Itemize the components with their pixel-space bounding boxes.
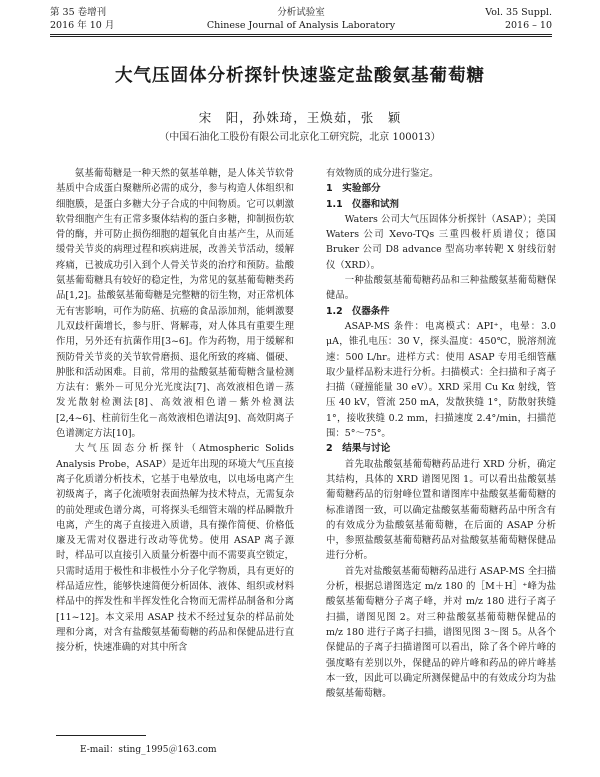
subsection-heading-conditions: 1.2 仪器条件 xyxy=(326,305,390,317)
ms-results-paragraph: 首先对盐酸氨基葡萄糖药品进行 ASAP-MS 全扫描分析，根据总谱图选定 m/z 180 的［M＋H］⁺峰为盐酸氨基葡萄糖分子离子峰，并对 m/z 180 进行子离子扫描，谱图见图 2。对三种盐酸氨基葡萄糖保健品的 m/z 180 进行子离子扫描，谱图见图 3～图 5。从各个保健品的子离子扫描谱图可以看出，除了各个碎片峰的强度略有差别以外，保健品的碎片峰和药品的碎片峰基本一致，因此可以确定所测保健品中的有效成分均为盐酸氨基葡萄糖。 xyxy=(326,565,556,700)
asap-intro-paragraph: 大气压固态分析探针（Atmospheric Solids Analysis Probe，ASAP）是近年出现的环境大气压直接离子化质谱分析技术，它基于电晕放电，以电场电离产生初级离子，离子化流喷射表面热解为技术特点，无需复杂的前处理或色谱分离，可将探头毛细管末端的样品瞬散升电离，产生的离子直接进入质谱，具有操作简便、价格低廉及无需对仪器进行改动等优势。使用 ASAP 离子源时，样品可以直接引入质量分析器中而不需要真空锁定，只需时适用于极性和非极性小分子化学物质，具有更好的样品适应性，能够快速简便分析固体、液体、组织或材料样品中的挥发性和半挥发性化合物而无需样品制备和分离[11~12]。本文采用 ASAP 技术不经过复杂的样品前处理和分离，对含有盐酸氨基葡萄糖的药品和保健品进行直接分析，快速准确的对其中所含 xyxy=(56,443,294,654)
header-date-line: 2016 年 10 月 xyxy=(50,20,115,31)
header-journal xyxy=(50,6,552,32)
header-vol-en xyxy=(485,6,552,32)
paper-title: 大气压固体分析探针快速鉴定盐酸氨基葡萄糖 xyxy=(115,66,485,86)
footnote-rule xyxy=(56,735,146,736)
paper-authors: 宋 阳，孙姝琦，王焕茹，张 颖 xyxy=(198,110,402,125)
header-rule-top xyxy=(50,34,552,35)
section-heading-experimental: 1 实验部分 xyxy=(326,183,381,195)
running-header xyxy=(50,6,552,36)
header-rule-bottom xyxy=(50,36,552,37)
instruments-paragraph: Waters 公司大气压固体分析探针（ASAP）；美国 Waters 公司 Xevo-TQs 三重四极杆质谱仪；德国 Bruker 公司 D8 advance 型高功率转靶 X 射线衍射仪（XRD）。 xyxy=(326,213,556,271)
header-date-en-line: 2016 – 10 xyxy=(504,20,552,31)
left-column xyxy=(56,166,294,656)
author-email: E-mail：sting_1995＠163.com xyxy=(80,745,217,755)
header-journal-en: Chinese Journal of Analysis Laboratory xyxy=(206,20,396,31)
header-vol-en-line: Vol. 35 Suppl. xyxy=(485,7,552,18)
samples-paragraph: 一种盐酸氨基葡萄糖药品和三种盐酸氨基葡萄糖保健品。 xyxy=(326,275,556,302)
header-journal-cn: 分析试验室 xyxy=(277,7,325,18)
right-column xyxy=(326,166,556,701)
paper-affiliation: （中国石油化工股份有限公司北京化工研究院，北京 100013） xyxy=(159,132,441,143)
header-volume-line: 第 35 卷增刊 xyxy=(50,7,107,18)
intro-continuation: 有效物质的成分进行鉴定。 xyxy=(326,168,439,179)
conditions-paragraph: ASAP-MS 条件：电离模式：API⁺，电晕：3.0 μA，锥孔电压：30 V，探头温度：450℃，脱溶剂流速：500 L/hr。进样方式：使用 ASAP 专用毛细管蘸取少量样品粉末进行分析。扫描模式：全扫描和子离子扫描（碰撞能量 30 eV）。XRD 采用 Cu Kα 射线，管压 40 kV，管流 250 mA，发散狭缝 1°，防散射狭缝 1°，接收狭缝 0.2 mm，扫描速度 2.4°/min，扫描范围：5°～75°。 xyxy=(326,320,556,440)
xrd-results-paragraph: 首先取盐酸氨基葡萄糖药品进行 XRD 分析，确定其结构，具体的 XRD 谱图见图 1。可以看出盐酸氨基葡萄糖药品的衍射峰位置和谱图库中盐酸氨基葡萄糖的标准谱图一致，可以确定盐酸氨基葡萄糖药品中所含有的有效成分为盐酸氨基葡萄糖，在后面的 ASAP 分析中，参照盐酸氨基葡萄糖药品对盐酸氨基葡萄糖保健品进行分析。 xyxy=(326,458,556,562)
subsection-heading-instruments: 1.1 仪器和试剂 xyxy=(326,198,399,210)
intro-paragraph: 氨基葡萄糖是一种天然的氨基单糖，是人体关节软骨基质中合成蛋白聚糖所必需的成分，参与构造人体组织和细胞膜，是蛋白多糖大分子合成的中间物质。它可以刺激软骨细胞产生有正常多聚体结构的蛋白多糖，抑制损伤软骨的酶，并可防止损伤细胞的超氧化自由基产生，从而延缓骨关节炎的病理过程和疾病进展，改善关节活动，缓解疼痛，已被成功引入到个人骨关节炎的治疗和预防。盐酸氨基葡萄糖具有较好的稳定性，为常见的氨基葡萄糖类药品[1,2]。盐酸氨基葡萄糖是完整糖的衍生物，对正常机体无有害影响，可作为防癌、抗癌的食品添加剂，能刺激婴儿双歧杆菌增长，参与肝、肾解毒，对人体具有重要生理作用，另外还有抗菌作用[3~6]。作为药物，用于缓解和预防骨关节炎的关节软骨磨损、退化所致的疼痛、僵硬、肿胀和活动困难。目前，常用的盐酸氨基葡萄糖含量检测方法有：紫外－可见分光光度法[7]、高效液相色谱－蒸发光散射检测法[8]、高效液相色谱－紫外检测法[2,4~6]、柱前衍生化－高效液相色谱法[9]、高效阴离子色谱测定方法[10]。 xyxy=(56,168,294,440)
section-heading-results: 2 结果与讨论 xyxy=(326,443,391,455)
